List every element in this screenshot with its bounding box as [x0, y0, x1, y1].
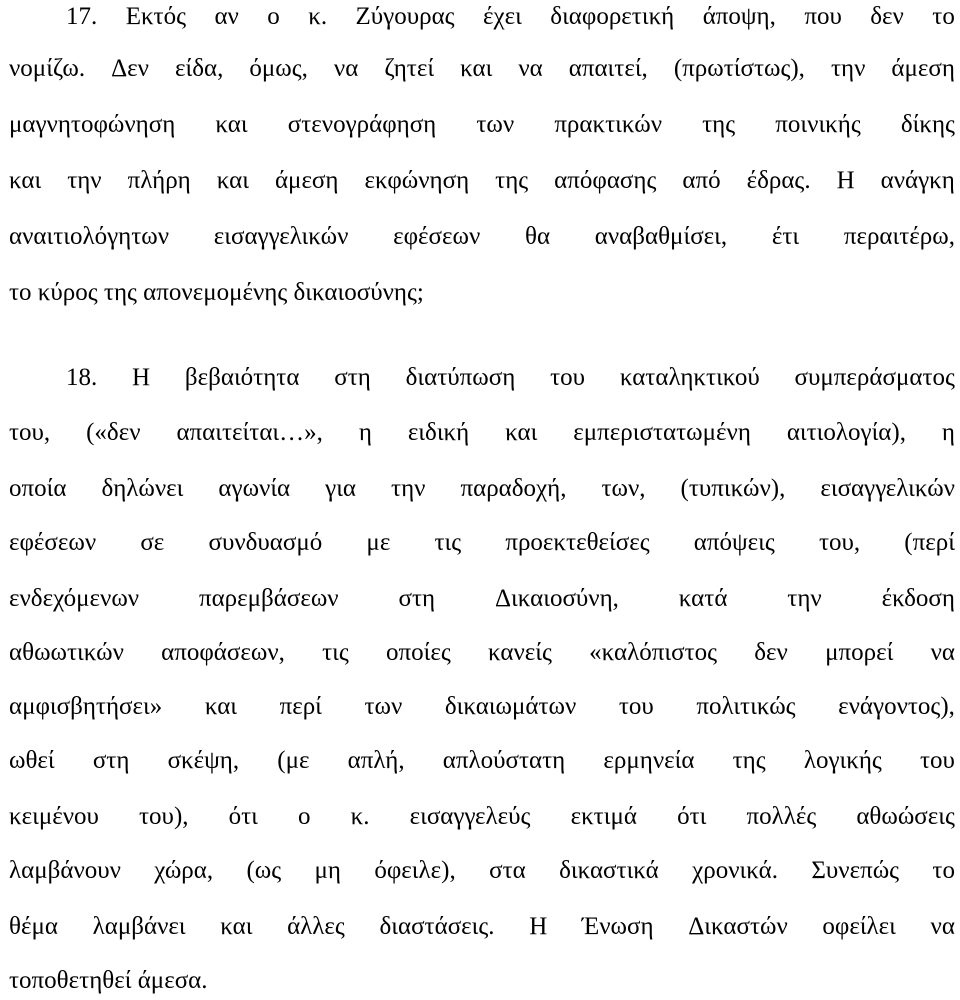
word: (περί [904, 529, 955, 556]
word: άμεση [274, 167, 339, 194]
word: και [505, 419, 538, 446]
word: ο [267, 3, 280, 30]
word: απλή, [347, 747, 405, 774]
word: δηλώνει [101, 475, 184, 502]
word: οποίες [386, 639, 451, 666]
word: έτι [771, 223, 800, 250]
word: των [476, 111, 515, 138]
word: πρακτικών [554, 111, 663, 138]
word: άμεση [891, 55, 955, 82]
word: 17. [66, 3, 98, 30]
word: περί [279, 693, 322, 720]
word: Η [836, 167, 855, 194]
word: παρεμβάσεων [198, 585, 339, 612]
paragraph-18-line [66, 363, 955, 393]
word: βεβαιότητα [184, 364, 300, 391]
word: περαιτέρω, [843, 223, 955, 250]
word: απαιτεί, [568, 55, 648, 82]
word: χρονικά. [692, 857, 778, 884]
word: έδρας. [746, 167, 811, 194]
word: εισαγγελικών [213, 223, 349, 250]
word: για [325, 475, 357, 502]
word: Συνεπώς [811, 857, 900, 884]
word: απλούστατη [442, 747, 566, 774]
paragraph-18-line [9, 746, 955, 776]
word: εφέσεων [393, 223, 481, 250]
word: της [732, 747, 766, 774]
word: να [930, 639, 955, 666]
word: απόφασης [554, 167, 657, 194]
word: και [9, 167, 42, 194]
word: απαιτείται…», [176, 419, 323, 446]
word: απόψεις [693, 529, 775, 556]
word: στη [334, 364, 371, 391]
word: σε [140, 529, 165, 556]
word: των, [601, 475, 646, 502]
word: διαστάσεις. [379, 913, 495, 940]
word: αν [214, 3, 239, 30]
word: Η [132, 364, 151, 391]
word: την [830, 55, 866, 82]
word: στα [489, 857, 526, 884]
word: των [364, 693, 403, 720]
word: προεκτεθείσες [505, 529, 650, 556]
word: καταληκτικού [619, 364, 760, 391]
word: να [930, 913, 955, 940]
word: Ζύγουρας [355, 3, 455, 30]
word: η [358, 419, 372, 446]
word: στη [398, 585, 436, 612]
word: μαγνητοφώνηση [9, 111, 176, 138]
word: Η [529, 913, 548, 940]
word: και [215, 111, 248, 138]
word: και [220, 913, 253, 940]
word: δεν [754, 639, 788, 666]
word: κανείς [488, 639, 552, 666]
word: δικαστικά [559, 857, 659, 884]
word: αθωώσεις [856, 803, 955, 830]
word: να [333, 55, 359, 82]
word: τις [322, 639, 349, 666]
word: (ως [246, 857, 282, 884]
word: πολλές [746, 803, 817, 830]
word: είδα, [175, 55, 224, 82]
word: του [919, 747, 955, 774]
word: «καλόπιστος [589, 639, 718, 666]
paragraph-18-line [9, 802, 955, 832]
word: αθωωτικών [9, 639, 124, 666]
paragraph-18-line [9, 528, 955, 558]
word: εκτιμά [570, 803, 637, 830]
word: αιτιολογία), [786, 419, 906, 446]
word: του [550, 364, 586, 391]
word: και [460, 55, 493, 82]
word: αναιτιολόγητων [9, 223, 170, 250]
word: εισαγγελεύς [409, 803, 531, 830]
word: μπορεί [825, 639, 894, 666]
word: ζητεί [384, 55, 435, 82]
word: κατά [678, 585, 728, 612]
paragraph-18-line [9, 474, 955, 504]
word: κ. [350, 803, 370, 830]
paragraph-17-line [9, 166, 955, 196]
word: την [787, 585, 822, 612]
word: ότι [677, 803, 707, 830]
paragraph-18-line [9, 856, 955, 886]
word: στενογράφηση [287, 111, 437, 138]
word: του, [9, 419, 51, 446]
word: ερμηνεία [603, 747, 695, 774]
word: λογικής [803, 747, 882, 774]
word: συμπεράσματος [794, 364, 955, 391]
word: Ένωση [581, 913, 654, 940]
word: ανάγκη [880, 167, 955, 194]
word: χώρα, [154, 857, 214, 884]
word: άλλες [287, 913, 345, 940]
word: του, [818, 529, 861, 556]
word: του [618, 693, 654, 720]
paragraph-17-line [9, 54, 955, 84]
word: ότι [228, 803, 258, 830]
word: λαμβάνει [92, 913, 186, 940]
word: και [216, 167, 249, 194]
word: ειδική [407, 419, 470, 446]
paragraph-17-line [9, 110, 955, 140]
paragraph-18-line [9, 912, 955, 942]
word: αποφάσεων, [161, 639, 285, 666]
word: παραδοχή, [460, 475, 567, 502]
paragraph-18-line [9, 692, 955, 722]
word: κειμένου [9, 803, 99, 830]
word: πολιτικώς [696, 693, 796, 720]
word: ενάγοντος), [838, 693, 955, 720]
word: (με [277, 747, 310, 774]
word: Δικαιοσύνη, [494, 585, 619, 612]
word: η [941, 419, 955, 446]
word: συνδυασμό [208, 529, 323, 556]
word: ωθεί [9, 747, 55, 774]
word: τις [434, 529, 462, 556]
word: δίκης [900, 111, 955, 138]
paragraph-18-line: τοποθετηθεί άμεσα. [9, 967, 208, 994]
paragraph-18-line [9, 418, 955, 448]
word: («δεν [86, 419, 141, 446]
word: νομίζω. [9, 55, 86, 82]
word: να [518, 55, 543, 82]
word: αγωνία [218, 475, 291, 502]
word: δεν [870, 3, 904, 30]
word: αμφισβητήσει» [9, 693, 163, 720]
word: Εκτός [125, 3, 187, 30]
word: (τυπικών), [680, 475, 786, 502]
word: ποινικής [775, 111, 861, 138]
word: όμως, [249, 55, 308, 82]
word: όφειλε), [374, 857, 456, 884]
paragraph-18-line [9, 584, 955, 614]
word: ενδεχόμενων [9, 585, 140, 612]
word: της [495, 167, 529, 194]
word: άποψη, [702, 3, 776, 30]
word: που [804, 3, 842, 30]
word: κ. [308, 3, 328, 30]
word: μη [314, 857, 342, 884]
word: εισαγγελικών [820, 475, 955, 502]
word: από [682, 167, 721, 194]
word: την [67, 167, 102, 194]
word: εμπεριστατωμένη [573, 419, 751, 446]
word: έχει [483, 3, 522, 30]
word: το [932, 3, 955, 30]
word: λαμβάνουν [9, 857, 121, 884]
word: θέμα [9, 913, 58, 940]
paragraph-18-line [9, 638, 955, 668]
word: διατύπωση [405, 364, 516, 391]
word: εκφώνηση [364, 167, 470, 194]
word: οποία [9, 475, 67, 502]
word: το [932, 857, 955, 884]
word: έκδοση [881, 585, 955, 612]
paragraph-17-line: το κύρος της απονεμομένης δικαιοσύνης; [9, 279, 424, 306]
word: στη [92, 747, 130, 774]
word: την [391, 475, 426, 502]
word: πλήρη [127, 167, 191, 194]
word: ο [298, 803, 311, 830]
word: εφέσεων [9, 529, 97, 556]
paragraph-17-line [66, 2, 955, 32]
word: της [702, 111, 736, 138]
word: Δεν [111, 55, 149, 82]
word: και [204, 693, 238, 720]
word: (πρωτίστως), [673, 55, 805, 82]
word: 18. [66, 364, 98, 391]
paragraph-17-line [9, 222, 955, 252]
word: δικαιωμάτων [444, 693, 577, 720]
word: διαφορετική [550, 3, 675, 30]
word: οφείλει [822, 913, 896, 940]
word: με [366, 529, 391, 556]
word: αναβαθμίσει, [594, 223, 728, 250]
word: Δικαστών [688, 913, 788, 940]
word: του), [139, 803, 189, 830]
word: σκέψη, [167, 747, 240, 774]
word: θα [524, 223, 551, 250]
